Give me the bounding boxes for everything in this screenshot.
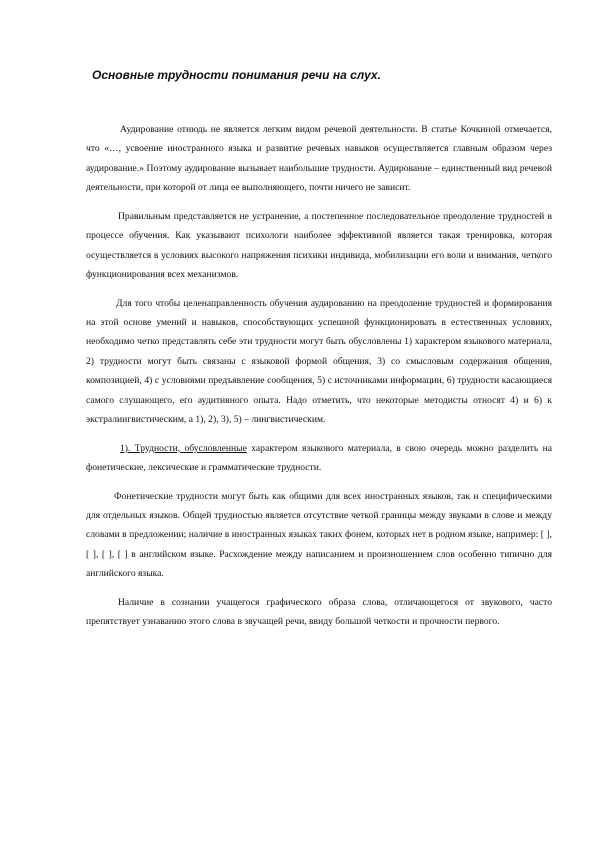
paragraph-foneticheskie: Фонетические трудности могут быть как общими для всех иностранных языков, так и специфическими для отдельных языков. Общей трудностью является отсутствие четкой границы между звуками в слове и между словами в предложении; наличие в иностранных языках таких фонем, которых нет в родном языке, например: [ ], [ ], [ ], [ ] в английском языке. Расхождение между написанием и произношением слов особенно типично для английского языка.: [86, 490, 552, 580]
paragraph-continuation: характером языкового материала, в свою очередь можно разделить на фонетические, лексические и грамматические трудности.: [86, 442, 552, 474]
document-body: [86, 120, 552, 641]
paragraph-audirovanie: Аудирование отнюдь не является легким видом речевой деятельности. В статье Кочкиной отмечается, что «…, усвоение иностранного языка и развитие речевых навыков осуществляется главным образом через аудирование.» Поэтому аудирование вызывает наибольшие трудности. Аудирование – единственный вид речевой деятельности, при которой от лица ее выполняющего, почти ничего не зависит.: [86, 124, 552, 194]
paragraph-preodolenie: Правильным представляется не устранение, а постепенное последовательное преодоление трудностей в процессе обучения. Как указывают психологи наиболее эффективной является такая тренировка, которая осуществляется в условиях высокого напряжения психики индивида, мобилизации его воли и внимания, четкого функционирования всех механизмов.: [86, 210, 552, 281]
underlined-heading-text: 1). Трудности, обусловленные: [120, 442, 247, 454]
paragraph-yazykovoy-material: [86, 439, 552, 478]
paragraph-graficheskiy-obraz: Наличие в сознании учащегося графического образа слова, отличающегося от звукового, часто препятствует узнаванию этого слова в звучащей речи, ввиду большой четкости и прочности первого.: [86, 596, 552, 628]
paragraph-trudnosti-list: Для того чтобы целенаправленность обучения аудированию на преодоление трудностей и формирования на этой основе умений и навыков, способствующих успешной функционировать в естественных условиях, необходимо четко представлять себе эти трудности могут быть обусловлены 1) характером языкового материала, 2) трудности могут быть связаны с языковой формой общения, 3) со смысловым содержания общения, композицией, 4) с условиями предъявление сообщения, 5) с источниками информации, 6) трудности касающиеся самого слушающего, его аудитивного опыта. Надо отметить, что некоторые методисты относят 4) и 6) к экстралингвистическим, а 1), 2), 3), 5) – лингвистическим.: [86, 297, 552, 426]
page-title: Основные трудности понимания речи на слух.: [92, 68, 381, 82]
